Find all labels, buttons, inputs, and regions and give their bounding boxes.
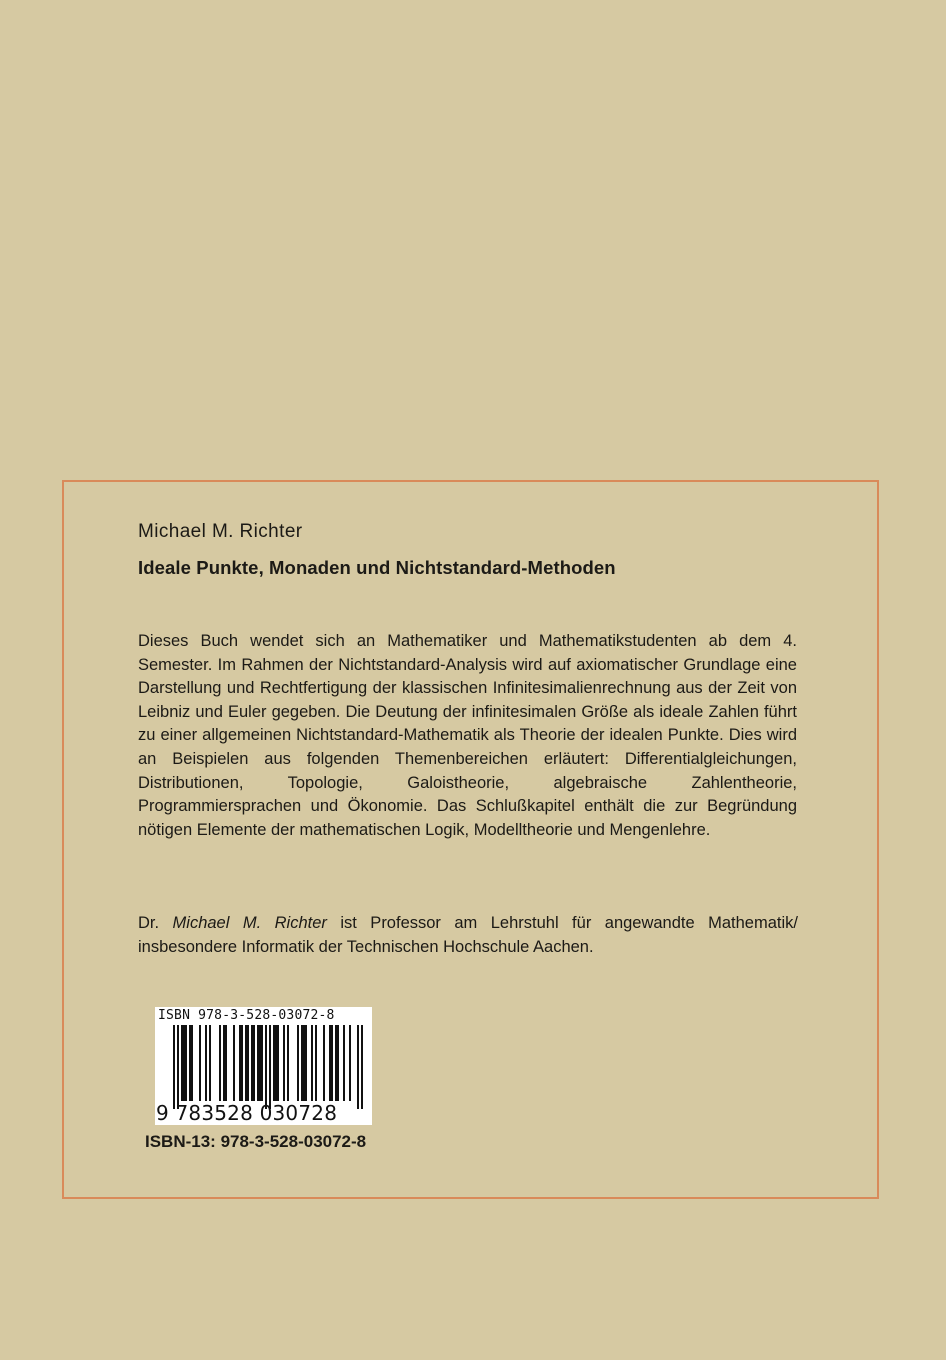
barcode-bar	[183, 1025, 185, 1101]
book-title: Ideale Punkte, Monaden und Nichtstandard-Methoden	[138, 557, 616, 578]
barcode-bar	[315, 1025, 317, 1101]
barcode-bar	[349, 1025, 351, 1101]
barcode-bar	[301, 1025, 303, 1101]
barcode-bar	[209, 1025, 211, 1101]
barcode-bar	[199, 1025, 201, 1101]
author-bio	[138, 912, 798, 959]
barcode-digits: 9 783528 030728	[156, 1101, 338, 1125]
barcode-bar	[283, 1025, 285, 1101]
barcode-bar	[225, 1025, 227, 1101]
barcode-bar	[189, 1025, 191, 1101]
bio-name: Michael M. Richter	[172, 914, 327, 932]
barcode-bar	[361, 1025, 363, 1109]
barcode-bar	[219, 1025, 221, 1101]
barcode-bar	[173, 1025, 175, 1109]
barcode-bar	[357, 1025, 359, 1109]
barcode-bar	[185, 1025, 187, 1101]
barcode-bar	[297, 1025, 299, 1101]
barcode-bar	[239, 1025, 241, 1101]
barcode-bar	[261, 1025, 263, 1101]
author-name: Michael M. Richter	[138, 521, 303, 542]
barcode	[155, 1007, 372, 1125]
barcode-bar	[177, 1025, 179, 1109]
barcode-bar	[223, 1025, 225, 1101]
barcode-bar	[343, 1025, 345, 1101]
barcode-bar	[257, 1025, 259, 1101]
barcode-bar	[233, 1025, 235, 1101]
barcode-isbn-text: ISBN 978-3-528-03072-8	[158, 1008, 335, 1023]
barcode-bar	[259, 1025, 261, 1101]
barcode-bar	[275, 1025, 277, 1101]
barcode-bar	[251, 1025, 253, 1101]
bio-prefix: Dr.	[138, 914, 160, 932]
isbn-13: ISBN-13: 978-3-528-03072-8	[145, 1132, 367, 1151]
barcode-bar	[287, 1025, 289, 1101]
barcode-bar	[277, 1025, 279, 1101]
book-description: Dieses Buch wendet sich an Mathematiker und Mathematikstudenten ab dem 4. Semester. Im Rahmen der Nichtstandard-Analysis wird auf axiomatischer Grundlage eine Darstellung und Rechtfertigung der klassischen Infinitesimalienrechnung aus der Zeit von Leibniz und Euler gegeben. Die Deutung der infinitesimalen Größe als ideale Zahlen führt zu einer allgemeinen Nichtstandard-Mathematik als Theorie der idealen Punkte. Dies wird an Beispielen aus folgenden Themenbereichen erläutert: Differentialgleichungen, Distributionen, Topologie, Galoistheorie, algebraische Zahlentheorie, Programmiersprachen und Ökonomie. Das Schlußkapitel enthält die zur Begründung nötigen Elemente der mathematischen Logik, Modelltheorie und Mengenlehre.	[138, 632, 797, 839]
barcode-bar	[335, 1025, 337, 1101]
barcode-bar	[205, 1025, 207, 1101]
barcode-bar	[241, 1025, 243, 1101]
barcode-bar	[323, 1025, 325, 1101]
barcode-bar	[181, 1025, 183, 1101]
barcode-bar	[311, 1025, 313, 1101]
barcode-bar	[305, 1025, 307, 1101]
barcode-bar	[247, 1025, 249, 1101]
barcode-bar	[303, 1025, 305, 1101]
barcode-bar	[269, 1025, 271, 1109]
barcode-bar	[273, 1025, 275, 1101]
barcode-bar	[245, 1025, 247, 1101]
bio-text: ist Professor am Lehrstuhl für angewandte Mathematik/ insbesondere Informatik der Technischen Hochschule Aachen.	[138, 914, 798, 956]
barcode-bar	[191, 1025, 193, 1101]
barcode-bar	[329, 1025, 331, 1101]
barcode-bar	[331, 1025, 333, 1101]
barcode-bar	[337, 1025, 339, 1101]
barcode-bar	[253, 1025, 255, 1101]
barcode-bar	[265, 1025, 267, 1109]
